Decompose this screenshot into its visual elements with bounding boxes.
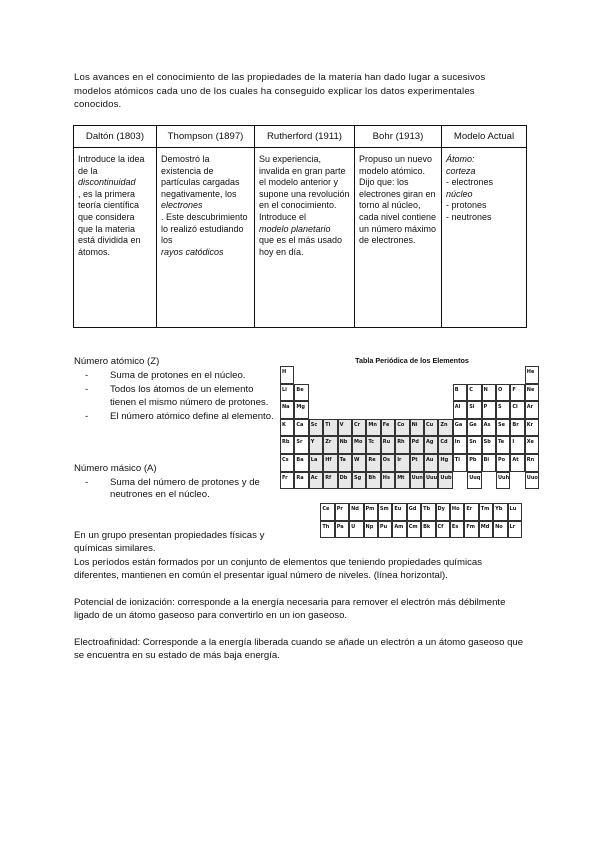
element-cell [381, 419, 395, 437]
element-symbol: Rf [325, 474, 332, 481]
thompson-text-1: Demostró la existencia de partículas cargadas negativamente, los [161, 154, 240, 199]
element-cell [352, 436, 366, 454]
element-cell [395, 436, 409, 454]
element-cell [280, 436, 294, 454]
element-cell [364, 521, 378, 539]
element-symbol: Hs [382, 474, 390, 481]
dalton-text-1: Introduce la idea de la [78, 154, 145, 176]
element-cell [450, 521, 464, 539]
element-cell [395, 419, 409, 437]
element-cell [436, 521, 450, 539]
element-cell [294, 419, 308, 437]
element-cell [525, 366, 539, 384]
atomic-number-heading: Número atómico (Z) [74, 356, 160, 367]
element-symbol: Lu [509, 506, 517, 513]
element-symbol: No [495, 523, 503, 530]
element-symbol: Rh [397, 439, 405, 446]
element-cell [395, 472, 409, 490]
element-cell [309, 454, 323, 472]
element-symbol: Pt [411, 457, 418, 463]
element-symbol: Ga [454, 421, 463, 428]
element-symbol: Re [368, 457, 376, 463]
element-cell [436, 503, 450, 521]
element-symbol: Uun [411, 474, 423, 481]
list-item: - Suma de protones en el núcleo. [85, 369, 246, 381]
element-symbol: Sm [379, 506, 389, 513]
element-cell [410, 472, 424, 490]
element-cell [525, 384, 539, 402]
element-cell [438, 454, 452, 472]
element-cell [335, 503, 349, 521]
element-symbol: Po [498, 457, 506, 463]
element-cell [280, 419, 294, 437]
element-symbol: I [512, 439, 515, 446]
element-symbol: F [512, 386, 516, 393]
element-cell [378, 521, 392, 539]
element-cell [352, 419, 366, 437]
element-symbol: Dy [437, 506, 445, 513]
element-symbol: Au [426, 457, 434, 463]
group-text: En un grupo presentan propiedades físicas y químicas similares. [74, 530, 265, 554]
cell-bohr [355, 148, 442, 328]
element-cell [320, 521, 334, 539]
element-symbol: Ba [296, 457, 304, 463]
element-cell [493, 521, 507, 539]
element-symbol: Ca [296, 421, 304, 428]
table-header-row [74, 126, 527, 148]
element-cell [364, 503, 378, 521]
actual-corteza-item: - electrones [446, 177, 494, 188]
element-cell [482, 401, 496, 419]
element-cell [510, 419, 524, 437]
element-symbol: C [469, 386, 473, 393]
element-cell [280, 366, 294, 384]
element-symbol: Te [498, 439, 505, 446]
element-symbol: Os [382, 457, 391, 463]
element-cell [496, 401, 510, 419]
element-cell [378, 503, 392, 521]
element-symbol: H [282, 369, 287, 375]
element-symbol: Md [480, 523, 490, 530]
element-symbol: V [339, 421, 344, 428]
element-symbol: Zn [440, 421, 448, 428]
actual-atomo: Átomo: [446, 154, 475, 164]
element-symbol: Ti [325, 421, 331, 428]
periodic-table-image [276, 352, 548, 536]
element-symbol: Th [322, 523, 330, 530]
element-symbol: Li [282, 386, 287, 393]
element-symbol: La [310, 457, 318, 463]
element-symbol: Bk [423, 523, 431, 530]
periodic-table-title: Tabla Periódica de los Elementos [355, 356, 469, 365]
element-cell [510, 401, 524, 419]
element-cell [338, 436, 352, 454]
element-symbol: Eu [394, 506, 402, 513]
header-rutherford: Rutherford (1911) [255, 126, 355, 148]
element-symbol: Cs [282, 457, 289, 463]
element-cell [508, 503, 522, 521]
element-cell [309, 419, 323, 437]
element-symbol: Y [310, 439, 315, 446]
actual-corteza: corteza [446, 165, 476, 176]
rutherford-text-1: Su experiencia, invalida en gran parte el modelo anterior y supone una revolución en el conocimiento. Introduce el [259, 154, 350, 222]
element-symbol: Ge [469, 421, 477, 428]
mass-number-section [74, 463, 274, 504]
element-cell [467, 436, 481, 454]
element-symbol: Hf [325, 457, 332, 463]
element-cell [525, 454, 539, 472]
element-symbol: Bh [368, 474, 376, 481]
mass-number-heading: Número másico (A) [74, 463, 157, 474]
actual-nucleo-item-2: - neutrones [446, 211, 492, 222]
element-symbol: Np [365, 523, 374, 530]
bohr-text: Propuso un nuevo modelo atómico. Dijo que: los electrones giran en torno al núcleo, cada nivel contiene un número máximo de electrones. [359, 154, 437, 246]
element-cell [366, 419, 380, 437]
element-symbol: Pb [469, 457, 477, 463]
element-symbol: Sc [310, 421, 318, 428]
element-cell [467, 401, 481, 419]
mass-number-item-1: Suma del número de protones y de neutrones en el núcleo. [110, 476, 260, 500]
element-symbol: Ce [322, 506, 330, 513]
element-symbol: Na [282, 404, 290, 411]
element-cell [338, 454, 352, 472]
element-symbol: Sr [296, 439, 303, 446]
element-cell [496, 472, 510, 490]
element-symbol: He [526, 369, 535, 375]
element-symbol: Uuu [426, 474, 438, 481]
element-symbol: Al [454, 404, 461, 411]
mass-number-list [74, 477, 274, 502]
element-cell [309, 472, 323, 490]
list-item: - Suma del número de protones y de neutrones en el núcleo. [85, 476, 260, 500]
element-symbol: Tl [454, 457, 460, 463]
element-symbol: Yb [495, 506, 503, 513]
element-cell [438, 436, 452, 454]
element-symbol: Uub [440, 474, 452, 481]
element-symbol: Fm [466, 523, 475, 530]
element-symbol: Kr [526, 421, 534, 428]
element-cell [280, 454, 294, 472]
element-symbol: Fr [282, 474, 288, 481]
element-cell [352, 472, 366, 490]
element-symbol: Be [296, 386, 304, 393]
element-symbol: Ni [411, 421, 418, 428]
element-symbol: Rb [282, 439, 290, 446]
element-symbol: Pu [379, 523, 388, 530]
element-symbol: As [483, 421, 491, 428]
element-cell [482, 384, 496, 402]
element-cell [453, 454, 467, 472]
element-symbol: Pm [365, 506, 375, 513]
element-cell [508, 521, 522, 539]
element-cell [496, 419, 510, 437]
element-cell [482, 419, 496, 437]
element-symbol: Lr [509, 523, 516, 530]
element-symbol: Fe [382, 421, 390, 428]
element-cell [366, 454, 380, 472]
element-symbol: S [498, 404, 502, 411]
header-thompson: Thompson (1897) [157, 126, 255, 148]
list-item: - El número atómico define al elemento. [85, 411, 274, 422]
header-dalton: Daltón (1803) [74, 126, 157, 148]
element-symbol: Cr [354, 421, 361, 428]
cell-modelo-actual [442, 148, 527, 328]
element-symbol: Se [498, 421, 505, 428]
element-cell [482, 454, 496, 472]
affinity-text: Electroafinidad: Corresponde a la energía liberada cuando se añade un electrón a un átomo gaseoso que se encuentra en su estado de más baja energía. [74, 637, 524, 661]
element-cell [525, 436, 539, 454]
thompson-emphasis-2: rayos catódicos [161, 246, 224, 257]
element-cell [410, 419, 424, 437]
table-body-row [74, 148, 527, 328]
element-cell [438, 419, 452, 437]
header-modelo-actual: Modelo Actual [442, 126, 527, 148]
element-cell [349, 521, 363, 539]
element-cell [453, 436, 467, 454]
element-cell [407, 503, 421, 521]
element-cell [450, 503, 464, 521]
element-symbol: Ra [296, 474, 304, 481]
element-symbol: Ar [526, 404, 534, 411]
element-cell [510, 384, 524, 402]
element-symbol: Er [466, 506, 473, 513]
dalton-text-2: , es la primera teoría científica que considera que la materia está dividida en átomos. [78, 188, 141, 257]
element-symbol: Am [394, 523, 404, 530]
element-cell [294, 436, 308, 454]
element-cell [424, 472, 438, 490]
element-cell [323, 436, 337, 454]
element-symbol: Tb [423, 506, 431, 513]
actual-nucleo: núcleo [446, 188, 473, 199]
element-symbol: Co [397, 421, 405, 428]
element-cell [438, 472, 452, 490]
element-cell [410, 436, 424, 454]
element-symbol: Ag [426, 439, 434, 446]
element-cell [496, 436, 510, 454]
element-symbol: Rn [526, 457, 535, 463]
element-cell [453, 384, 467, 402]
ionization-text: Potencial de ionización: corresponde a la energía necesaria para remover el electrón más débilmente ligado de un átomo gaseoso para convertirlo en un ion gaseoso. [74, 597, 506, 621]
element-symbol: B [454, 386, 459, 393]
element-cell [453, 419, 467, 437]
element-symbol: Bi [483, 457, 490, 463]
element-symbol: Mt [397, 474, 405, 481]
element-symbol: In [454, 439, 461, 446]
element-cell [510, 436, 524, 454]
cell-rutherford [255, 148, 355, 328]
element-cell [366, 472, 380, 490]
element-cell [493, 503, 507, 521]
element-symbol: N [483, 386, 488, 393]
element-cell [349, 503, 363, 521]
element-cell [280, 401, 294, 419]
element-symbol: Db [339, 474, 348, 481]
cell-dalton [74, 148, 157, 328]
element-symbol: Nb [339, 439, 348, 446]
element-symbol: Zr [325, 439, 332, 446]
element-symbol: Xe [526, 439, 534, 446]
header-bohr: Bohr (1913) [355, 126, 442, 148]
element-cell [467, 419, 481, 437]
element-symbol: Hg [440, 457, 449, 463]
actual-nucleo-item-1: - protones [446, 200, 487, 211]
thompson-text-2: . Este descubrimiento lo realizó estudiando los [161, 211, 248, 246]
element-cell [338, 472, 352, 490]
element-cell [294, 472, 308, 490]
element-symbol: U [351, 523, 356, 530]
element-cell [467, 384, 481, 402]
rutherford-emphasis: modelo planetario [259, 223, 331, 234]
element-symbol: Si [469, 404, 475, 411]
element-symbol: Tm [480, 506, 490, 513]
element-cell [392, 503, 406, 521]
element-symbol: Cl [512, 404, 518, 411]
element-cell [467, 454, 481, 472]
atomic-number-item-1: Suma de protones en el núcleo. [110, 369, 246, 381]
element-cell [294, 384, 308, 402]
element-cell [381, 454, 395, 472]
element-cell [421, 503, 435, 521]
element-cell [410, 454, 424, 472]
rutherford-text-2: que es el más usado hoy en día. [259, 235, 343, 257]
dalton-emphasis: discontinuidad [78, 177, 136, 188]
element-symbol: Pd [411, 439, 419, 446]
element-cell [424, 454, 438, 472]
list-item: - Todos los átomos de un elemento tienen el mismo número de protones. [85, 384, 269, 408]
element-cell [467, 472, 481, 490]
element-cell [323, 472, 337, 490]
element-symbol: Uuo [526, 474, 538, 481]
period-text: Los períodos están formados por un conjunto de elementos que teniendo propiedades químicas diferentes, mantienen en común el presentar igual número de niveles. (línea horizontal). [74, 557, 483, 581]
element-cell [381, 436, 395, 454]
element-symbol: Sn [469, 439, 477, 446]
element-symbol: Ac [310, 474, 318, 481]
element-cell [338, 419, 352, 437]
element-symbol: Mn [368, 421, 377, 428]
element-symbol: Ru [382, 439, 391, 446]
element-symbol: Ta [339, 457, 346, 463]
element-cell [510, 454, 524, 472]
element-cell [421, 521, 435, 539]
element-symbol: Uuh [498, 474, 510, 481]
element-cell [335, 521, 349, 539]
thompson-emphasis-1: electrones [161, 200, 203, 211]
element-symbol: Sg [354, 474, 362, 481]
element-symbol: Ir [397, 457, 402, 463]
element-symbol: Cd [440, 439, 448, 446]
element-cell [323, 454, 337, 472]
element-symbol: O [498, 386, 503, 393]
element-symbol: Tc [368, 439, 375, 446]
element-symbol: Cm [408, 523, 418, 530]
element-symbol: K [282, 421, 286, 428]
element-cell [496, 384, 510, 402]
atomic-models-table [73, 125, 527, 328]
element-cell [525, 419, 539, 437]
cell-thompson [157, 148, 255, 328]
intro-paragraph: Los avances en el conocimiento de las propiedades de la materia han dado lugar a sucesivos modelos atómicos cada uno de los cuales ha conseguido explicar los datos experimentales conocidos. [74, 72, 486, 110]
element-cell [381, 472, 395, 490]
element-cell [482, 436, 496, 454]
element-symbol: Ne [526, 386, 535, 393]
element-symbol: Br [512, 421, 519, 428]
element-symbol: Pr [336, 506, 343, 513]
element-cell [453, 401, 467, 419]
element-symbol: Nd [351, 506, 359, 513]
element-cell [294, 454, 308, 472]
element-cell [280, 384, 294, 402]
element-symbol: Sb [483, 439, 491, 446]
element-cell [280, 472, 294, 490]
atomic-number-section [74, 356, 274, 426]
atomic-number-list [74, 370, 274, 424]
element-symbol: Mo [354, 439, 363, 446]
element-cell [323, 419, 337, 437]
element-symbol: Pa [336, 523, 344, 530]
element-cell [424, 419, 438, 437]
element-symbol: Cf [437, 523, 444, 530]
element-symbol: Uuq [469, 474, 481, 481]
element-cell [525, 401, 539, 419]
element-cell [464, 503, 478, 521]
element-cell [309, 436, 323, 454]
element-cell [320, 503, 334, 521]
element-symbol: Ho [451, 506, 460, 513]
element-symbol: Cu [426, 421, 434, 428]
element-cell [479, 503, 493, 521]
element-cell [395, 454, 409, 472]
element-cell [424, 436, 438, 454]
element-cell [352, 454, 366, 472]
element-symbol: Mg [296, 404, 305, 411]
atomic-number-item-3: El número atómico define al elemento. [110, 411, 274, 422]
element-cell [525, 472, 539, 490]
element-symbol: W [354, 457, 360, 463]
element-cell [294, 401, 308, 419]
element-cell [496, 454, 510, 472]
atomic-number-item-2: Todos los átomos de un elemento tienen el mismo número de protones. [110, 384, 269, 408]
element-symbol: P [483, 404, 488, 411]
element-cell [366, 436, 380, 454]
element-cell [392, 521, 406, 539]
element-cell [407, 521, 421, 539]
element-cell [479, 521, 493, 539]
element-symbol: Gd [408, 506, 417, 513]
element-symbol: At [512, 457, 519, 463]
element-symbol: Es [451, 523, 459, 530]
element-cell [464, 521, 478, 539]
